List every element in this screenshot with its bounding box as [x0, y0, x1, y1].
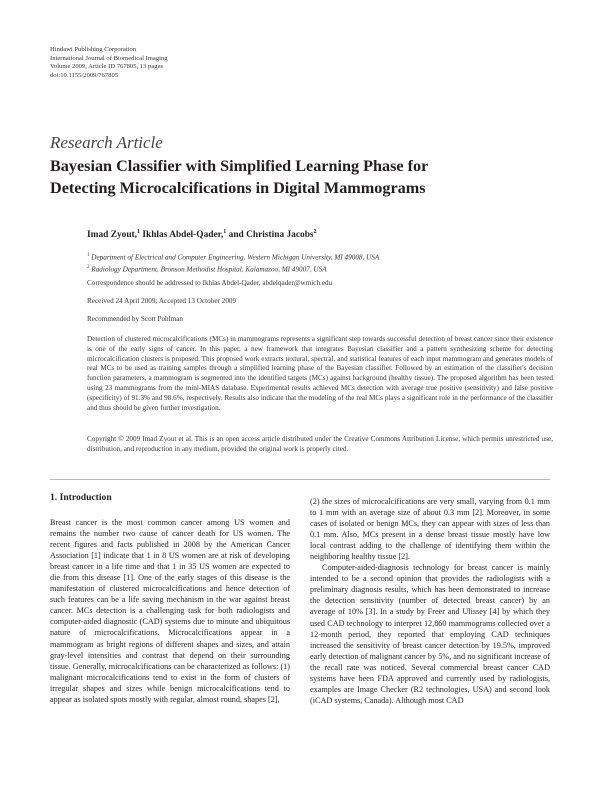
- doi-link[interactable]: doi:10.1155/2009/767805: [50, 71, 119, 79]
- affiliation-mark: 1: [87, 253, 90, 258]
- body-paragraph: Computer-aided-diagnosis technology for breast cancer is mainly intended to be a second opinion that provides the radiologists with a preliminary diagnosis results, which has been demonstrated to increase the detection sensitivity (number of detected breast cancer) by an average of 10% [3]. In a study by Freer and Ulissey [4] by which they used CAD technology to interpret 12,860 mammograms collected over a 12-month period, they reported that employing CAD techniques increased the sensitivity of breast cancer detection by 19.5%, improved early detection of malignant cancer by 5%, and no significant increase of the recall rate was noticed. Several commercial breast cancer CAD systems have been FDA approved and currently used by radiologists, examples are Image Checker (R2 technologies, USA) and second look (iCAD systems, Canada). Although most CAD: [310, 563, 550, 705]
- section-divider: [50, 479, 550, 480]
- author-list: [87, 229, 317, 240]
- section-heading: 1. Introduction: [50, 492, 112, 503]
- affiliation: [87, 263, 553, 275]
- right-column: [310, 496, 550, 706]
- publication-info: [50, 46, 168, 80]
- affiliation-text: Radiology Department, Bronson Methodist Hospital, Kalamazoo, MI 49007, USA: [89, 265, 327, 274]
- author-name: and Christina Jacobs: [226, 230, 314, 241]
- author-affiliation-mark: 2: [313, 229, 317, 235]
- correspondence-note: Correspondence should be addressed to Ikhlas Abdel-Qader, abdelqader@wmich.edu: [87, 279, 333, 287]
- left-column: [50, 517, 290, 705]
- volume-info: Volume 2009, Article ID 767805, 13 pages: [50, 63, 164, 71]
- body-paragraph: Breast cancer is the most common cancer among US women and remains the number two cause of cancer death for US women. The recent figures and facts published in 2008 by the American Cancer Association [1] indicate that 1 in 8 US women are at risk of developing breast cancer in a life time and that 1 in 35 US women are expected to die from this disease [1]. One of the early stages of this disease is the manifestation of clustered microcalcifications and hence detection of such features can be a life saving mechanism in the war against breast cancer. MCs detection is a challenging task for both radiologists and computer-aided diagnostic (CAD) systems due to minute and ubiquitous nature of microcalcifications. Microcalcifications appear in a mammogram as bright regions of different shapes and sizes, and attain gray-level intensities and contrast that depend on their surrounding tissue. Generally, microcalcifications can be characterized as follows: (1) malignant microcalcifications tend to exist in the form of clusters of irregular shapes and sizes while benign microcalcifications tend to appear as isolated spots mostly with regular, almost round, shapes [2],: [50, 518, 290, 704]
- affiliation: [87, 251, 553, 263]
- journal-name: International Journal of Biomedical Imaging: [50, 54, 168, 62]
- affiliation-mark: 2: [87, 265, 90, 271]
- author-name: Ikhlas Abdel-Qader,: [140, 230, 224, 241]
- publisher-name: Hindawi Publishing Corporation: [50, 46, 137, 53]
- title-line-2: Detecting Microcalcifications in Digital Mammograms: [50, 179, 426, 197]
- article-title: [50, 155, 520, 199]
- author-affiliation-mark: 1: [137, 229, 141, 235]
- author-name: Imad Zyout,: [87, 230, 138, 241]
- recommended-by: Recommended by Scott Pohlman: [87, 315, 184, 323]
- article-type: Research Article: [50, 133, 163, 152]
- affiliations: [87, 251, 553, 275]
- body-paragraph: (2) the sizes of microcalcifications are very small, varying from 0.1 mm to 1 mm with an average size of about 0.3 mm [2]. Moreover, in some cases of isolated or benign MCs, they can appear with sizes of less than 0.1 mm. Also, MCs present in a dense breast tissue mostly have low local contrast adding to the challenge of identifying them within the neighboring healthy tissue [2].: [310, 497, 550, 562]
- received-dates: Received 24 April 2009; Accepted 13 October 2009: [87, 297, 237, 305]
- copyright-notice: Copyright © 2009 Imad Zyout et al. This is an open access article distributed under the Creative Commons Attribution License, which permits unrestricted use, distribution, and reproduction in any medium, provided the original work is properly cited.: [87, 435, 553, 453]
- abstract-text: Detection of clustered microcalcifications (MCs) in mammograms represents a significant step towards successful detection of breast cancer since their existence is one of the early signs of cancer. In this paper, a new framework that integrates Bayesian classifier and a pattern synthesizing scheme for detecting microcalcification clusters is proposed. This proposed work extracts textural, spectral, and statistical features of each input mammogram and generates models of real MCs to be used as training samples through a simplified learning phase of the Bayesian classifier. Followed by an estimation of the classifier's decision function parameters, a mammogram is segmented into the identified targets (MCs) against background (healthy tissue). The proposed algorithm has been tested using 23 mammograms from the mini-MIAS database. Experimental results achieved MCs detection with average true positive (sensitivity) and false positive (specificity) of 91.3% and 98.6%, respectively. Results also indicate that the modeling of the real MCs plays a significant role in the performance of the classifier and thus should be given further investigation.: [87, 335, 553, 412]
- title-line-1: Bayesian Classifier with Simplified Learning Phase for: [50, 157, 429, 175]
- author-affiliation-mark: 1: [223, 229, 227, 235]
- affiliation-text: Department of Electrical and Computer Engineering, Western Michigan University, MI 49008, USA: [89, 253, 380, 262]
